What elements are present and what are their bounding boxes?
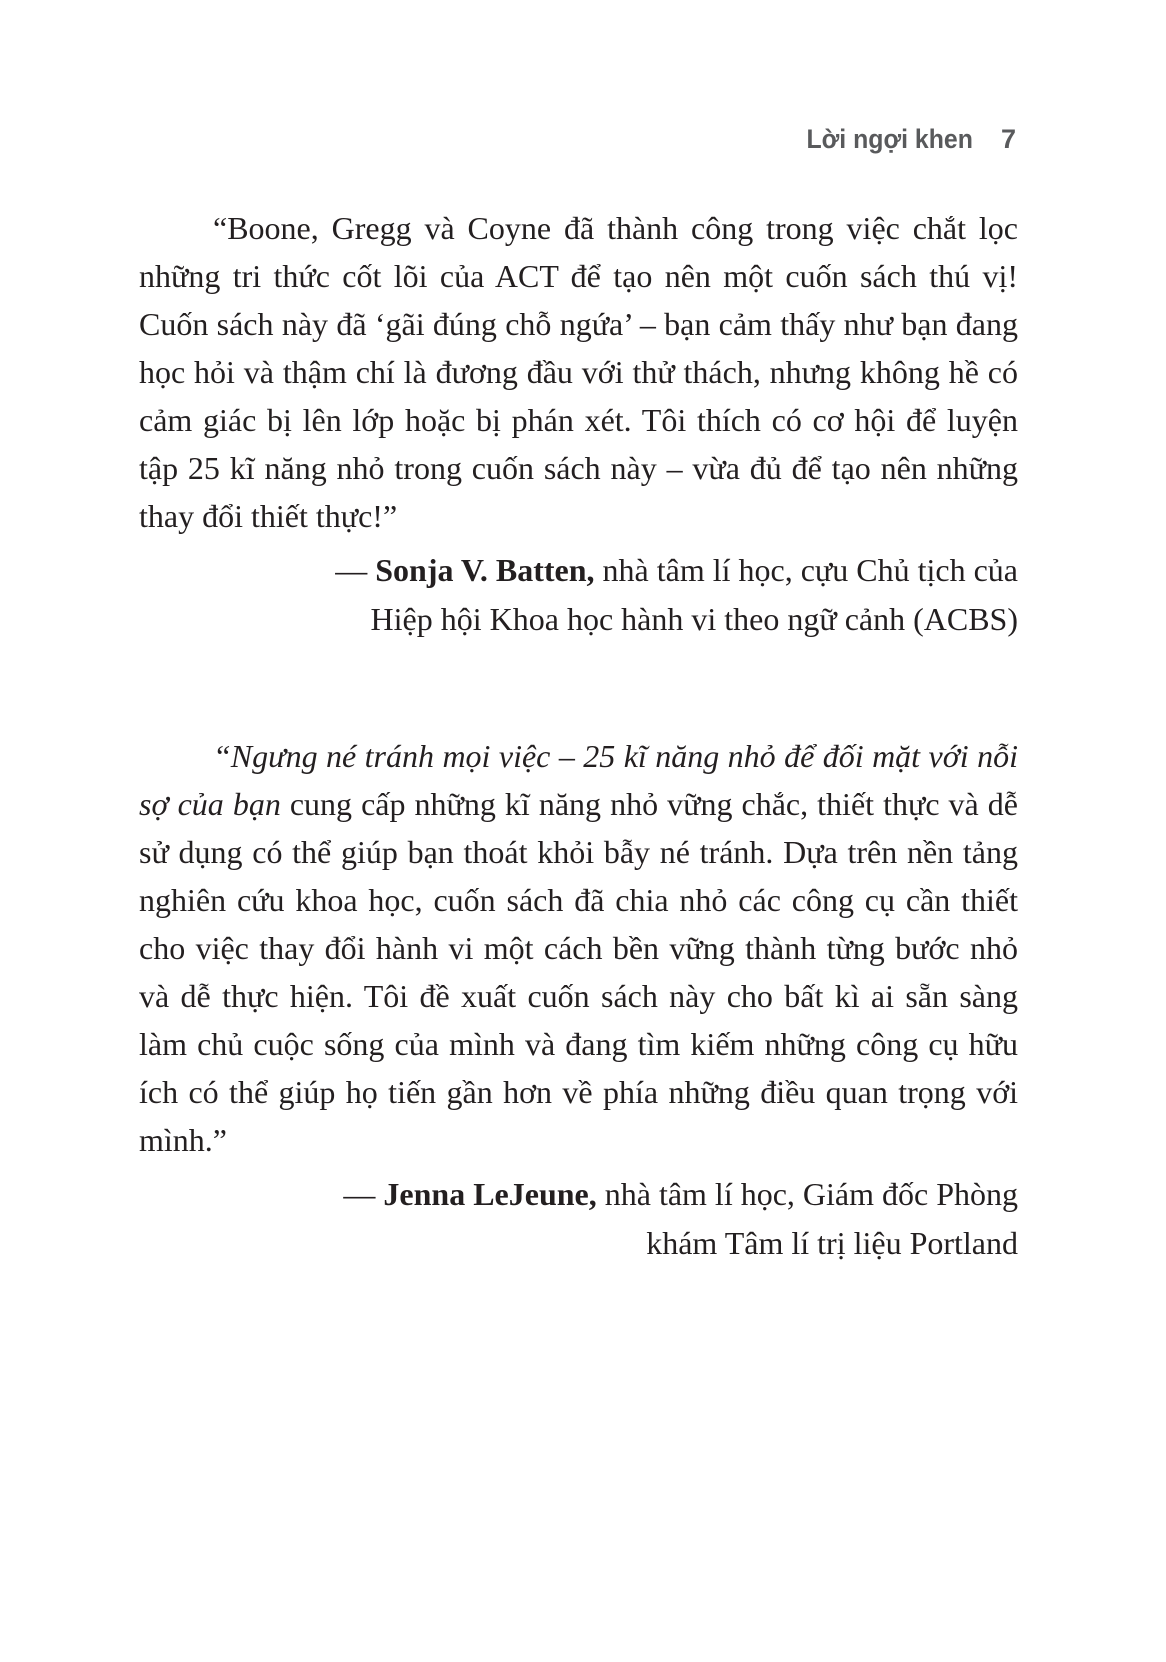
- endorsement-2-body: cung cấp những kĩ năng nhỏ vững chắc, thiết thực và dễ sử dụng có thể giúp bạn thoát khỏi bẫy né tránh. Dựa trên nền tảng nghiên cứu khoa học, cuốn sách đã chia nhỏ các công cụ cần thiết cho việc thay đổi hành vi một cách bền vững thành từng bước nhỏ và dễ thực hiện. Tôi đề xuất cuốn sách này cho bất kì ai sẵn sàng làm chủ cuộc sống của mình và đang tìm kiếm những công cụ hữu ích có thể giúp họ tiến gần hơn về phía những điều quan trọng với mình.”: [139, 786, 1018, 1158]
- attribution-dash: —: [343, 1176, 384, 1212]
- endorsements-column: [139, 0, 1018, 1268]
- endorsement-2-attribution: [139, 1170, 1018, 1268]
- page-number: 7: [1000, 124, 1016, 154]
- endorsement-2: [139, 732, 1018, 1268]
- running-head-title: Lời ngợi khen: [806, 124, 973, 154]
- attribution-dash: —: [335, 552, 376, 588]
- attribution-role: nhà tâm lí học, cựu Chủ tịch của Hiệp hội Khoa học hành vi theo ngữ cảnh (ACBS): [370, 552, 1018, 637]
- attribution-name: Jenna LeJeune,: [383, 1176, 597, 1212]
- attribution-name: Sonja V. Batten,: [375, 552, 595, 588]
- endorsement-2-text: [139, 732, 1018, 1164]
- attribution-role: nhà tâm lí học, Giám đốc Phòng khám Tâm lí trị liệu Portland: [596, 1176, 1018, 1261]
- endorsement-1-text: “Boone, Gregg và Coyne đã thành công trong việc chắt lọc những tri thức cốt lõi của ACT để tạo nên một cuốn sách thú vị! Cuốn sách này đã ‘gãi đúng chỗ ngứa’ – bạn cảm thấy như bạn đang học hỏi và thậm chí là đương đầu với thử thách, nhưng không hề có cảm giác bị lên lớp hoặc bị phán xét. Tôi thích có cơ hội để luyện tập 25 kĩ năng nhỏ trong cuốn sách này – vừa đủ để tạo nên những thay đổi thiết thực!”: [139, 210, 1018, 534]
- endorsement-1: [139, 204, 1018, 644]
- endorsement-1-attribution: [139, 546, 1018, 644]
- endorsement-2-book-title: “Ngưng né tránh mọi việc – 25 kĩ năng nhỏ để đối mặt với nỗi sợ của bạn: [139, 738, 1018, 822]
